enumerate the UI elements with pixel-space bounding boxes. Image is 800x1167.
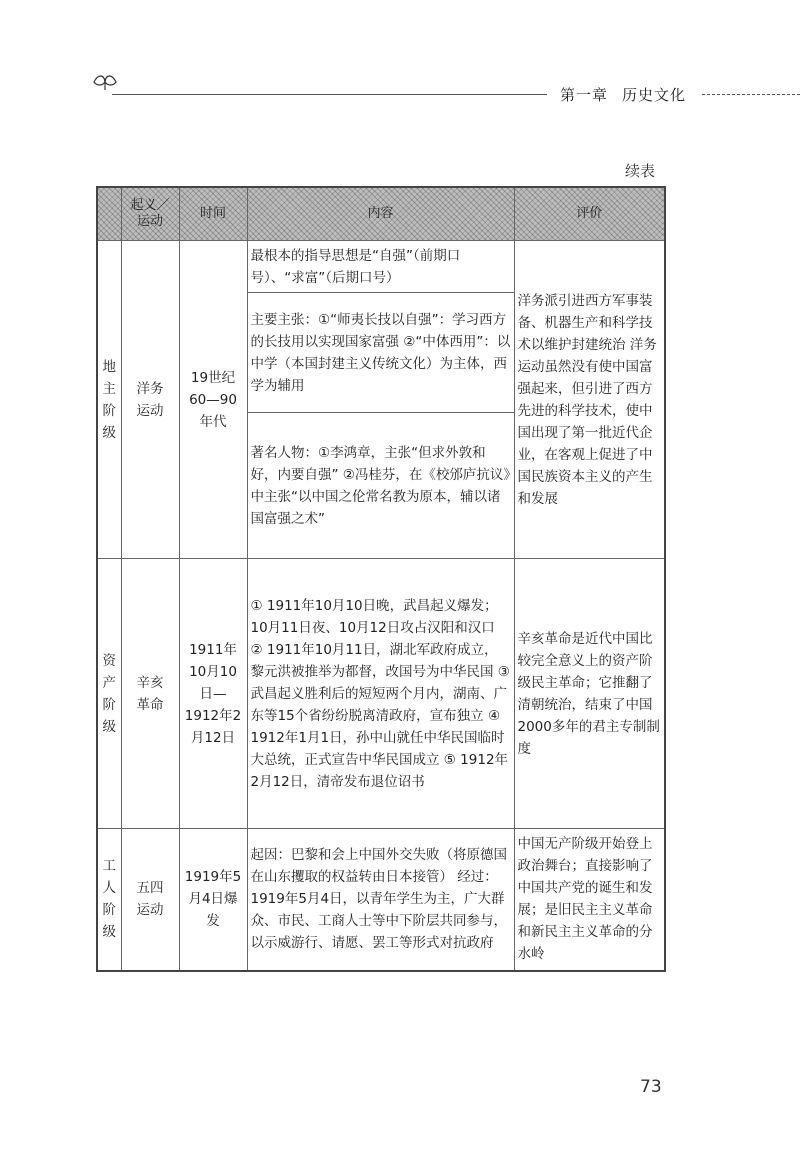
class-cell [97,829,121,971]
continued-label: 续表 [625,162,656,180]
comment-cell [514,829,665,971]
chapter-title: 历史文化 [622,86,687,104]
movement-label: 五四运动 [136,880,164,919]
content-cell [247,413,514,559]
movement-label: 洋务运动 [136,380,164,419]
table-row [97,559,665,829]
chapter-number: 第一章 [560,86,609,104]
table-row [97,829,665,971]
header-rule-right [702,94,800,95]
history-table [96,186,666,972]
time-label: 1919年5月4日爆发 [184,869,242,930]
movement-label: 辛亥革命 [136,674,164,713]
movement-cell [121,559,179,829]
content-text: 最根本的指导思想是“自强”（前期口号）、“求富”（后期口号） [250,247,461,286]
class-label: 地主阶级 [102,358,116,441]
comment-text: 中国无产阶级开始登上政治舞台；直接影响了中国共产党的诞生和发展；是旧民主主义革命和新民主主义革命的分水岭 [517,836,653,963]
time-cell [179,559,247,829]
header-content: 内容 [247,187,514,241]
content-cell [247,293,514,413]
comment-text: 辛亥革命是近代中国比较完全意义上的资产阶级民主革命；它推翻了清朝统治，结束了中国2000多年的君主专制制度 [517,630,660,757]
leaf-logo-icon [90,72,120,96]
class-label: 资产阶级 [102,652,116,735]
comment-text: 洋务派引进西方军事装备、机器生产和科学技术以维护封建统治 洋务运动虽然没有使中国富强起来，但引进了西方先进的科学技术，使中国出现了第一批近代企业，在客观上促进了中国民族资本主义的产生和发展 [517,292,657,507]
time-label: 1911年10月10日—1912年2月12日 [184,641,242,746]
table-header-row [97,187,665,241]
content-cell [247,559,514,829]
class-label: 工人阶级 [102,858,116,941]
class-cell [97,559,121,829]
header-rule [112,94,547,95]
movement-cell [121,241,179,559]
class-cell [97,241,121,559]
content-text: ① 1911年10月10日晚，武昌起义爆发；10月11日夜、10月12日攻占汉阳和汉口 ② 1911年10月11日，湖北军政府成立，黎元洪被推举为都督，改国号为中华民国 ③武昌起义胜利后的短短两个月内，湖南、广东等15个省纷纷脱离清政府，宣布独立 ④ 1912年1月1日，孙中山就任中华民国临时大总统，正式宣告中华民国成立 ⑤ 1912年2月12日，清帝发布退位诏书 [250,597,510,790]
page-header [0,60,800,110]
header-movement: 起义／运动 [121,187,179,241]
chapter-heading [560,84,686,105]
movement-cell [121,829,179,971]
header-corner [97,187,121,241]
content-cell [247,829,514,971]
time-label: 19世纪60—90年代 [189,369,237,430]
header-comment: 评价 [514,187,665,241]
time-cell [179,241,247,559]
content-text: 主要主张：①“师夷长技以自强”：学习西方的长技用以实现国家富强 ②“中体西用”：以中学（本国封建主义传统文化）为主体，西学为辅用 [250,311,511,394]
time-cell [179,829,247,971]
content-cell [247,241,514,293]
content-text: 著名人物：①李鸿章，主张“但求外敦和好，内要自强” ②冯桂芬，在《校邠庐抗议》中主张“以中国之伦常名教为原本，辅以诸国富强之术” [250,444,511,527]
page-number: 73 [640,1077,662,1097]
content-text: 起因：巴黎和会上中国外交失败（将原德国在山东攫取的权益转由日本接管） 经过：1919年5月4日，以青年学生为主，广大群众、市民、工商人士等中下阶层共同参与，以示威游行、请愿、罢工等形式对抗政府 [250,847,507,952]
header-time: 时间 [179,187,247,241]
table-row [97,241,665,293]
comment-cell [514,559,665,829]
comment-cell [514,241,665,559]
